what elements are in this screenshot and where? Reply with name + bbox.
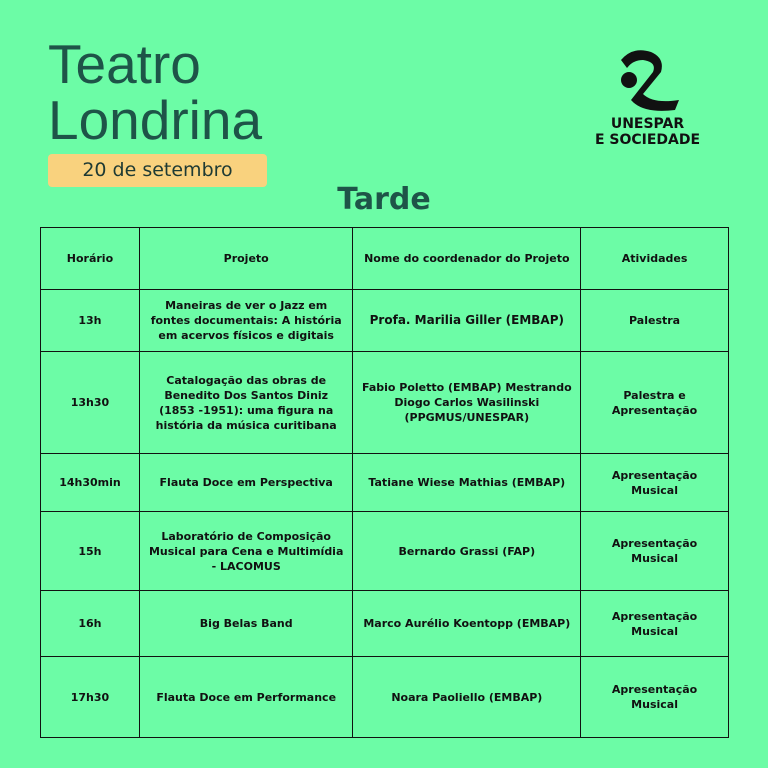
date-badge: 20 de setembro [48,154,267,187]
coordinator-cell: Tatiane Wiese Mathias (EMBAP) [353,454,581,512]
header-cell: Atividades [581,228,729,290]
coordinator-cell: Profa. Marilia Giller (EMBAP) [353,290,581,352]
time-cell: 16h [41,591,140,657]
time-cell: 13h [41,290,140,352]
table-row [41,454,729,512]
page-title [48,33,263,151]
time-cell: 13h30 [41,352,140,454]
logo-line-2: E SOCIEDADE [594,132,701,148]
table-row [41,591,729,657]
table-row [41,657,729,738]
coordinator-cell: Noara Paoliello (EMBAP) [353,657,581,738]
activity-cell: Apresentação Musical [581,591,729,657]
header-cell: Nome do coordenador do Projeto [353,228,581,290]
title-line-1: Teatro [48,33,201,95]
activity-cell: Apresentação Musical [581,512,729,591]
header-cell: Projeto [139,228,353,290]
table-header-row [41,228,729,290]
table-row [41,290,729,352]
project-cell: Big Belas Band [139,591,353,657]
coordinator-cell: Bernardo Grassi (FAP) [353,512,581,591]
unespar-logo-icon [613,42,683,112]
coordinator-cell: Marco Aurélio Koentopp (EMBAP) [353,591,581,657]
activity-cell: Palestra [581,290,729,352]
time-cell: 17h30 [41,657,140,738]
activity-cell: Apresentação Musical [581,657,729,738]
project-cell: Maneiras de ver o Jazz em fontes documentais: A história em acervos físicos e digitais [139,290,353,352]
table-row [41,352,729,454]
coordinator-cell: Fabio Poletto (EMBAP) Mestrando Diogo Carlos Wasilinski (PPGMUS/UNESPAR) [353,352,581,454]
time-cell: 14h30min [41,454,140,512]
table-row [41,512,729,591]
project-cell: Laboratório de Composição Musical para Cena e Multimídia - LACOMUS [139,512,353,591]
title-line-2: Londrina [48,89,263,151]
activity-cell: Apresentação Musical [581,454,729,512]
project-cell: Flauta Doce em Perspectiva [139,454,353,512]
header-cell: Horário [41,228,140,290]
project-cell: Catalogação das obras de Benedito Dos Santos Diniz (1853 -1951): uma figura na história da música curitibana [139,352,353,454]
schedule-table [40,227,729,738]
logo-line-1: UNESPAR [610,116,685,132]
section-heading: Tarde [337,182,431,217]
unespar-logo [580,42,715,148]
time-cell: 15h [41,512,140,591]
activity-cell: Palestra e Apresentação [581,352,729,454]
project-cell: Flauta Doce em Performance [139,657,353,738]
